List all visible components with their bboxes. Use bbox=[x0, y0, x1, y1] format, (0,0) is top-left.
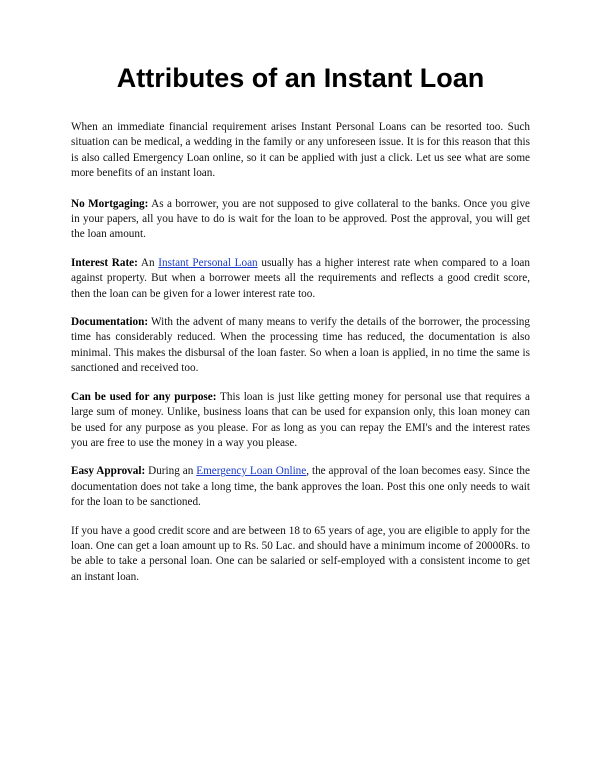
any-purpose-heading: Can be used for any purpose: bbox=[71, 390, 217, 403]
no-mortgaging-text: As a borrower, you are not supposed to give collateral to the banks. Once you give in your papers, all you have to do is wait for the loan to be approved. Post the approval, you will get the loan amount. bbox=[71, 197, 531, 241]
interest-rate-paragraph bbox=[71, 256, 530, 302]
documentation-heading: Documentation: bbox=[71, 316, 149, 329]
easy-approval-text-before: During an bbox=[145, 465, 197, 478]
easy-approval-paragraph bbox=[71, 464, 530, 510]
no-mortgaging-paragraph bbox=[71, 197, 530, 243]
documentation-text: With the advent of many means to verify the details of the borrower, the processing time has considerably reduced. When the processing time has reduced, the documentation is also minimal. This makes the disbursal of the loan faster. So when a loan is applied, in no time the same is sanctioned and received too. bbox=[71, 316, 530, 375]
intro-paragraph: When an immediate financial requirement arises Instant Personal Loans can be resorted too. Such situation can be medical, a wedding in the family or any unforeseen issue. It is for this reason that this is also called Emergency Loan online, so it can be applied with just a click. Let us see what are some more benefits of an instant loan. bbox=[71, 121, 530, 180]
any-purpose-paragraph bbox=[71, 390, 530, 452]
interest-rate-text-after: usually has a higher interest rate when compared to a loan against property. But when a borrower meets all the requirements and reflects a good credit score, then the loan can be given for a lower interest rate too. bbox=[71, 256, 530, 300]
page-title: Attributes of an Instant Loan bbox=[116, 63, 485, 93]
emergency-loan-online-link[interactable]: Emergency Loan Online bbox=[196, 465, 307, 478]
interest-rate-text-before: An bbox=[137, 256, 159, 269]
easy-approval-text-after: , the approval of the loan becomes easy. Since the documentation does not take a long time, the bank approves the loan. Post this one only needs to wait for the loan to be sanctioned. bbox=[71, 465, 530, 509]
any-purpose-text: This loan is just like getting money for personal use that requires a large sum of money. Unlike, business loans that can be used for expansion only, this loan money can be used for any purpose as you please. For as long as you can repay the EMI's and the interest rates you are free to use the money in a way you please. bbox=[71, 390, 530, 449]
instant-personal-loan-link[interactable]: Instant Personal Loan bbox=[158, 256, 258, 269]
interest-rate-heading: Interest Rate: bbox=[71, 256, 138, 269]
closing-paragraph: If you have a good credit score and are between 18 to 65 years of age, you are eligible to apply for the loan. One can get a loan amount up to Rs. 50 Lac. and should have a minimum income of 20000Rs. to be able to take a personal loan. One can be salaried or self-employed with a consistent income to get an instant loan. bbox=[71, 524, 530, 583]
easy-approval-heading: Easy Approval: bbox=[71, 465, 146, 478]
no-mortgaging-heading: No Mortgaging: bbox=[71, 197, 149, 210]
documentation-paragraph bbox=[71, 315, 530, 377]
